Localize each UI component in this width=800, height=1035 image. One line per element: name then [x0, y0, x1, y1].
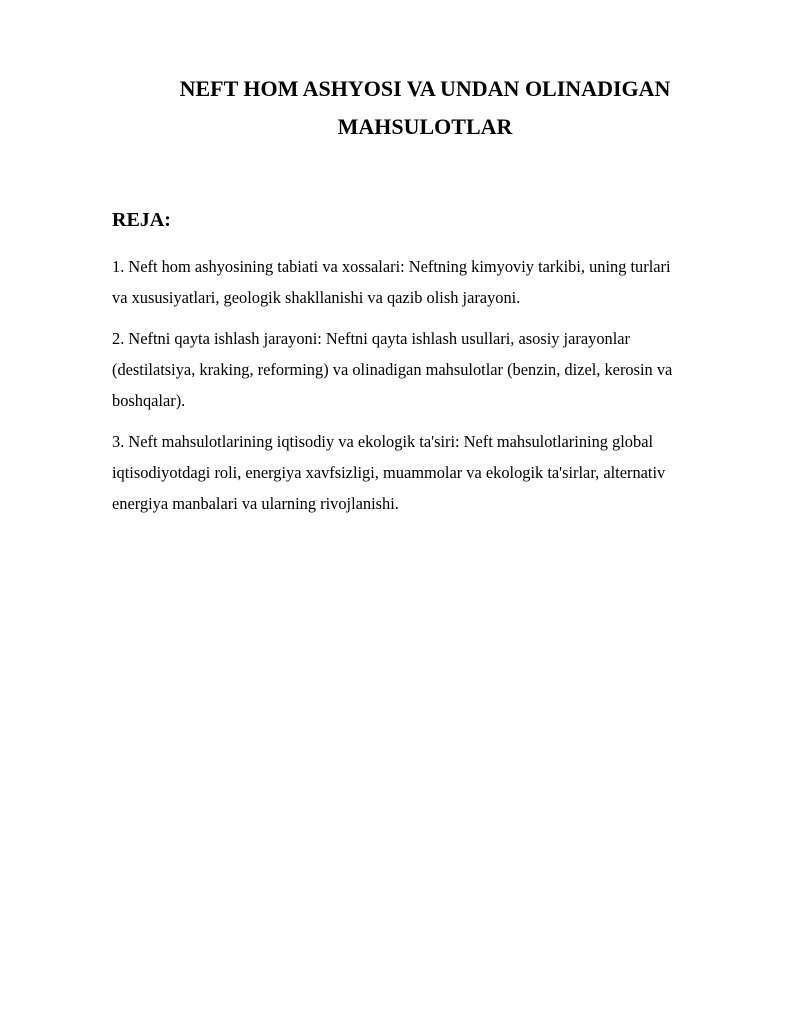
plan-item-1-line-2: va xususiyatlari, geologik shakllanishi va qazib olish jarayoni.	[112, 288, 521, 307]
plan-heading: REJA:	[112, 209, 171, 231]
document-title	[112, 70, 738, 146]
plan-item-3-line-3: energiya manbalari va ularning rivojlanishi.	[112, 494, 399, 513]
plan-item-2-line-1: 2. Neftni qayta ishlash jarayoni: Neftni qayta ishlash usullari, asosiy jarayonlar	[112, 329, 630, 348]
plan-item-1-line-1: 1. Neft hom ashyosining tabiati va xossalari: Neftning kimyoviy tarkibi, uning turlari	[112, 257, 671, 276]
plan-item-2	[112, 323, 740, 416]
plan-item-2-line-3: boshqalar).	[112, 391, 186, 410]
plan-list	[112, 251, 740, 529]
plan-item-3	[112, 426, 740, 519]
title-line-2: MAHSULOTLAR	[337, 114, 513, 139]
plan-item-3-line-2: iqtisodiyotdagi roli, energiya xavfsizligi, muammolar va ekologik ta'sirlar, alternativ	[112, 463, 666, 482]
plan-item-2-line-2: (destilatsiya, kraking, reforming) va olinadigan mahsulotlar (benzin, dizel, kerosin va	[112, 360, 673, 379]
title-line-1: NEFT HOM ASHYOSI VA UNDAN OLINADIGAN	[179, 76, 671, 101]
plan-item-1	[112, 251, 740, 313]
plan-item-3-line-1: 3. Neft mahsulotlarining iqtisodiy va ekologik ta'siri: Neft mahsulotlarining global	[112, 432, 654, 451]
